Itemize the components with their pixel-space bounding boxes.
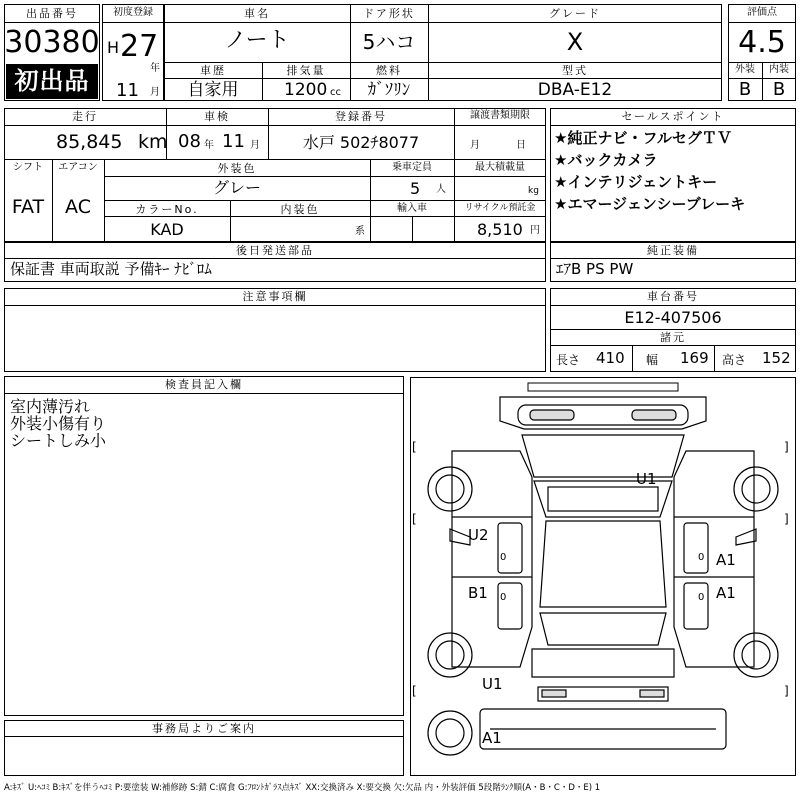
recycle-unit: 円: [530, 225, 540, 236]
recycle-amount: 8,510: [477, 220, 523, 239]
history: 自家用: [187, 80, 239, 100]
bracket-left-mid: [: [412, 512, 417, 526]
grade: X: [566, 28, 584, 56]
capacity-unit: 人: [436, 184, 446, 195]
length-label: 長さ: [556, 353, 581, 367]
sales-point-item: ★インテリジェントキー: [554, 173, 718, 191]
color-no-label: カラーNo.: [135, 203, 199, 216]
inspection-month: 11: [222, 131, 245, 152]
chassis-label: 車台番号: [647, 290, 699, 303]
score: 4.5: [738, 25, 786, 60]
ac: AC: [65, 196, 91, 218]
first-reg-label: 初度登録: [113, 7, 153, 18]
mileage-unit: km: [138, 131, 168, 153]
bracket-right-low: ]: [784, 684, 789, 698]
legend-text: A:ｷｽﾞ U:ﾍｺﾐ B:ｷｽﾞを伴うﾍｺﾐ P:要塗装 W:補修跡 S:錆 C:腐食 G:ﾌﾛﾝﾄｶﾞﾗｽ点ｷｽﾞ XX:交換済み X:要交換 欠:欠品 内・外装評価 5段階ﾗﾝｸ順(A・B・C・D・E) 1: [4, 783, 601, 793]
damage-mark-left-rear-door: B1: [468, 584, 488, 602]
recycle-label: リサイクル預託金: [464, 203, 536, 213]
zero-mark: 0: [500, 592, 507, 603]
transfer-month-unit: 月: [470, 140, 480, 151]
mileage: 85,845: [56, 131, 123, 153]
width-label: 幅: [646, 353, 659, 367]
displacement: 1200: [284, 80, 328, 100]
interior-color-suffix: 系: [355, 226, 365, 237]
month-unit: 月: [150, 87, 160, 98]
load-unit: kg: [528, 186, 539, 196]
lot-number: 30380: [4, 25, 100, 60]
damage-mark-rear: U1: [482, 675, 503, 693]
inspector-note: 室内薄汚れ: [10, 397, 91, 416]
sales-point-item: ★バックカメラ: [554, 151, 658, 169]
car-name-label: 車名: [244, 7, 270, 20]
fuel: ｶﾞｿﾘﾝ: [367, 80, 411, 100]
model-label: 型式: [562, 64, 588, 77]
bracket-right-top: ]: [784, 440, 789, 454]
car-name: ノート: [224, 28, 290, 53]
exterior-grade: B: [738, 79, 752, 100]
capacity-label: 乗車定員: [392, 162, 432, 173]
zero-mark: 0: [500, 552, 507, 563]
color-no: KAD: [150, 220, 184, 239]
transfer-label: 譲渡書類期限: [470, 110, 530, 121]
inspection-year-unit: 年: [204, 140, 214, 151]
damage-mark-roof: U1: [636, 470, 657, 488]
damage-mark-left-front-door: U2: [468, 526, 489, 544]
import-label: 輸入車: [397, 203, 427, 214]
door-label: ドア形状: [363, 7, 415, 20]
interior-label: 内装: [769, 64, 789, 75]
zero-mark: 0: [698, 592, 705, 603]
load-label: 最大積載量: [475, 162, 525, 173]
sales-point-item: ★エマージェンシーブレーキ: [554, 195, 746, 213]
later-parts-value: 保証書 車両取説 予備ｷｰ ﾅﾋﾞﾛﾑ: [10, 260, 212, 278]
inspector-note: 外装小傷有り: [10, 414, 107, 433]
length: 410: [596, 349, 625, 367]
first-reg-year: 27: [120, 29, 159, 64]
fuel-label: 燃料: [376, 64, 402, 77]
inspection-month-unit: 月: [250, 140, 260, 151]
era: H: [107, 38, 120, 57]
plate-label: 登録番号: [335, 110, 387, 123]
plate: 水戸 502ﾁ8077: [302, 133, 420, 152]
equipment-label: 純正装備: [647, 244, 699, 257]
damage-mark-rear-bumper: A1: [482, 729, 502, 747]
history-label: 車歴: [200, 64, 226, 77]
shift-label: シフト: [13, 162, 43, 173]
equipment-value: ｴｱB PS PW: [556, 260, 634, 278]
sales-point-item: ★純正ナビ・フルセグＴＶ: [554, 129, 732, 147]
first-reg-month: 11: [116, 80, 139, 101]
door-type: 5ハコ: [362, 30, 416, 54]
score-label: 評価点: [747, 7, 777, 18]
bracket-left-top: [: [412, 440, 417, 454]
shift: FAT: [11, 196, 45, 218]
capacity: 5: [410, 179, 421, 198]
later-parts-label: 後日発送部品: [236, 244, 314, 257]
vehicle-damage-diagram: [410, 377, 796, 780]
lot-label: 出品番号: [26, 7, 78, 20]
color: グレー: [212, 178, 262, 197]
exterior-label: 外装: [735, 64, 755, 75]
model: DBA-E12: [537, 80, 613, 100]
inspection-year: 08: [178, 131, 201, 152]
spec-label: 諸元: [660, 331, 686, 344]
height: 152: [762, 349, 791, 367]
damage-mark-right-front-door: A1: [716, 551, 736, 569]
interior-grade: B: [772, 79, 786, 100]
displacement-label: 排気量: [286, 64, 326, 77]
chassis-number: E12-407506: [624, 308, 722, 327]
caution-label: 注意事項欄: [242, 290, 308, 303]
width: 169: [680, 349, 709, 367]
office-label: 事務局よりご案内: [152, 722, 256, 735]
sales-points-label: セールスポイント: [621, 110, 725, 123]
first-listing-badge: 初出品: [6, 64, 98, 99]
bracket-right-mid: ]: [784, 512, 789, 526]
ac-label: エアコン: [58, 162, 98, 173]
inspector-label: 検査員記入欄: [165, 378, 243, 391]
displacement-unit: cc: [330, 87, 341, 98]
inspector-note: シートしみ小: [10, 431, 107, 450]
mileage-label: 走行: [72, 110, 98, 123]
transfer-day-unit: 日: [516, 140, 526, 151]
spec-row-box: [164, 62, 722, 101]
color-label: 外装色: [217, 162, 257, 175]
zero-mark: 0: [698, 552, 705, 563]
vehicle-info-box: [4, 108, 546, 242]
height-label: 高さ: [722, 353, 747, 367]
inspection-label: 車検: [204, 110, 230, 123]
year-unit: 年: [150, 63, 160, 74]
car-outline: [410, 377, 796, 776]
interior-color-label: 内装色: [280, 203, 320, 216]
bracket-left-low: [: [412, 684, 417, 698]
damage-mark-right-rear-door: A1: [716, 584, 736, 602]
grade-label: グレード: [549, 7, 601, 20]
